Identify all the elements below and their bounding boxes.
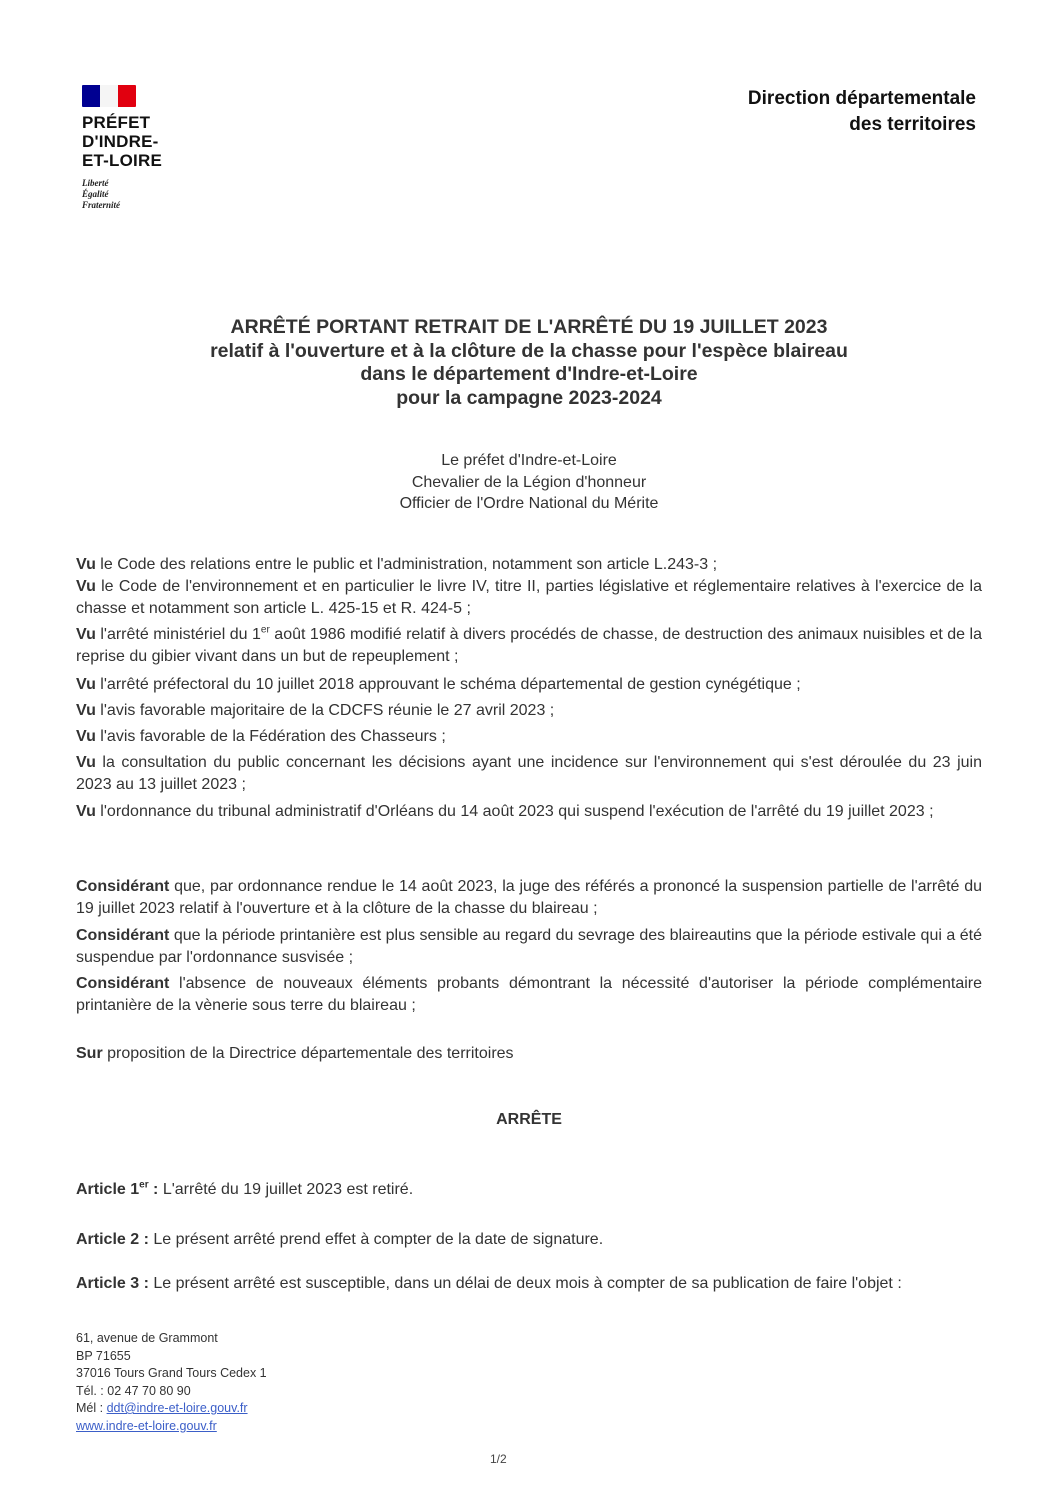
- article-keyword-colon: :: [148, 1181, 159, 1198]
- visa-text: l'ordonnance du tribunal administratif d'Orléans du 14 août 2023 qui suspend l'exécution de l'arrêté du 19 juillet 2023 ;: [95, 803, 934, 820]
- visa-text: la consultation du public concernant les décisions ayant une incidence sur l'environnement qui s'est déroulée du 23 juin 2023 au 13 juillet 2023 ;: [76, 754, 982, 793]
- visa-keyword: Vu: [76, 702, 96, 719]
- visa-text: août 1986 modifié relatif à divers procédés de chasse, de destruction des animaux nuisibles et de la reprise du gibier vivant dans un but de repeuplement ;: [76, 626, 983, 665]
- considerant-paragraph: [76, 876, 982, 919]
- visa-keyword: Vu: [76, 556, 96, 573]
- visa-keyword: Vu: [76, 676, 96, 693]
- article-keyword: Article 3 :: [76, 1275, 149, 1292]
- footer-website-link[interactable]: www.indre-et-loire.gouv.fr: [76, 1418, 217, 1433]
- article-superscript: er: [139, 1179, 149, 1191]
- visa-keyword: Vu: [76, 728, 96, 745]
- visa-paragraph: [76, 801, 982, 823]
- title-line-4: pour la campagne 2023-2024: [396, 386, 662, 409]
- visa-paragraph: [76, 726, 982, 748]
- visa-keyword: Vu: [76, 803, 96, 820]
- considerant-paragraph: [76, 973, 982, 1016]
- footer-address-line: BP 71655: [76, 1348, 131, 1363]
- footer-phone: Tél. : 02 47 70 80 90: [76, 1383, 191, 1398]
- visa-text: l'arrêté ministériel du 1: [95, 626, 261, 643]
- article-keyword: Article 1: [76, 1181, 140, 1198]
- footer-mail-link[interactable]: ddt@indre-et-loire.gouv.fr: [106, 1401, 248, 1415]
- prefecture-logo: [82, 85, 202, 211]
- considerant-text: l'absence de nouveaux éléments probants démontrant la nécessité d'autoriser la période complémentaire printanière de la vènerie sous terre du blaireau ;: [76, 975, 982, 1014]
- footer-address-line: 61, avenue de Grammont: [76, 1331, 218, 1345]
- considerant-keyword: Considérant: [76, 975, 170, 992]
- title-line-3: dans le département d'Indre-et-Loire: [360, 363, 698, 385]
- considerant-text: que, par ordonnance rendue le 14 août 2023, la juge des référés a prononcé la suspension partielle de l'arrêté du 19 juillet 2023 relatif à l'ouverture et à la clôture de la chasse du blaireau ;: [76, 878, 982, 917]
- visa-keyword: Vu: [76, 626, 96, 643]
- visa-paragraph: [76, 624, 982, 667]
- proposition-keyword: Sur: [76, 1045, 103, 1062]
- article-text: L'arrêté du 19 juillet 2023 est retiré.: [158, 1181, 414, 1198]
- article-text: Le présent arrêté prend effet à compter de la date de signature.: [148, 1231, 604, 1248]
- visa-keyword: Vu: [76, 754, 96, 771]
- visa-paragraph: [76, 554, 982, 576]
- visa-text: l'avis favorable majoritaire de la CDCFS réunie le 27 avril 2023 ;: [95, 702, 555, 719]
- visa-paragraph: [76, 700, 982, 722]
- document-title: [0, 316, 1058, 410]
- direction-heading: Direction départementale des territoires: [747, 88, 976, 135]
- footer-mail-label: Mél :: [76, 1401, 107, 1415]
- visa-paragraph: [76, 752, 982, 795]
- authority-block: [0, 450, 1058, 515]
- article-paragraph: [76, 1179, 982, 1201]
- title-line-2: relatif à l'ouverture et à la clôture de la chasse pour l'espèce blaireau: [210, 339, 848, 362]
- considerant-keyword: Considérant: [76, 927, 170, 944]
- footer-address-line: 37016 Tours Grand Tours Cedex 1: [76, 1366, 267, 1380]
- authority-line-1: Le préfet d'Indre-et-Loire: [441, 452, 617, 469]
- page-number: 1/2: [490, 1452, 507, 1466]
- considerant-keyword: Considérant: [76, 878, 170, 895]
- footer-mail-row: [76, 1400, 267, 1418]
- article-paragraph: [76, 1273, 982, 1295]
- article-paragraph: [76, 1229, 982, 1251]
- authority-line-3: Officier de l'Ordre National du Mérite: [399, 495, 659, 512]
- visa-text: l'avis favorable de la Fédération des Chasseurs ;: [95, 728, 446, 745]
- footer-address: [76, 1330, 267, 1435]
- proposition-paragraph: [76, 1043, 982, 1065]
- visa-text: l'arrêté préfectoral du 10 juillet 2018 approuvant le schéma départemental de gestion cynégétique ;: [95, 676, 801, 693]
- article-text: Le présent arrêté est susceptible, dans un délai de deux mois à compter de sa publication de faire l'objet :: [148, 1275, 902, 1292]
- visa-text: le Code des relations entre le public et l'administration, notamment son article L.243-3 ;: [95, 556, 718, 573]
- republic-motto: Liberté Égalité Fraternité: [82, 178, 121, 210]
- visa-paragraph: [76, 674, 982, 696]
- authority-line-2: Chevalier de la Légion d'honneur: [411, 473, 647, 491]
- visa-paragraph: [76, 576, 982, 619]
- marianne-flag-icon: [82, 85, 136, 107]
- visa-superscript: er: [260, 624, 270, 636]
- proposition-text: proposition de la Directrice départementale des territoires: [102, 1045, 514, 1062]
- article-keyword: Article 2 :: [76, 1231, 149, 1248]
- title-line-1: ARRÊTÉ PORTANT RETRAIT DE L'ARRÊTÉ DU 19 JUILLET 2023: [230, 316, 828, 338]
- visa-text: le Code de l'environnement et en particulier le livre IV, titre II, parties législative et réglementaire relatives à l'exercice de la chasse et notamment son article L. 425-15 et R. 424-5 ;: [76, 578, 982, 617]
- considerant-paragraph: [76, 925, 982, 968]
- considerant-text: que la période printanière est plus sensible au regard du sevrage des blaireautins que la période estivale qui a été suspendue par l'ordonnance susvisée ;: [76, 927, 982, 966]
- visa-keyword: Vu: [76, 578, 96, 595]
- prefet-name: PRÉFET D'INDRE- ET-LOIRE: [82, 113, 162, 170]
- arrete-heading: ARRÊTE: [496, 1111, 562, 1128]
